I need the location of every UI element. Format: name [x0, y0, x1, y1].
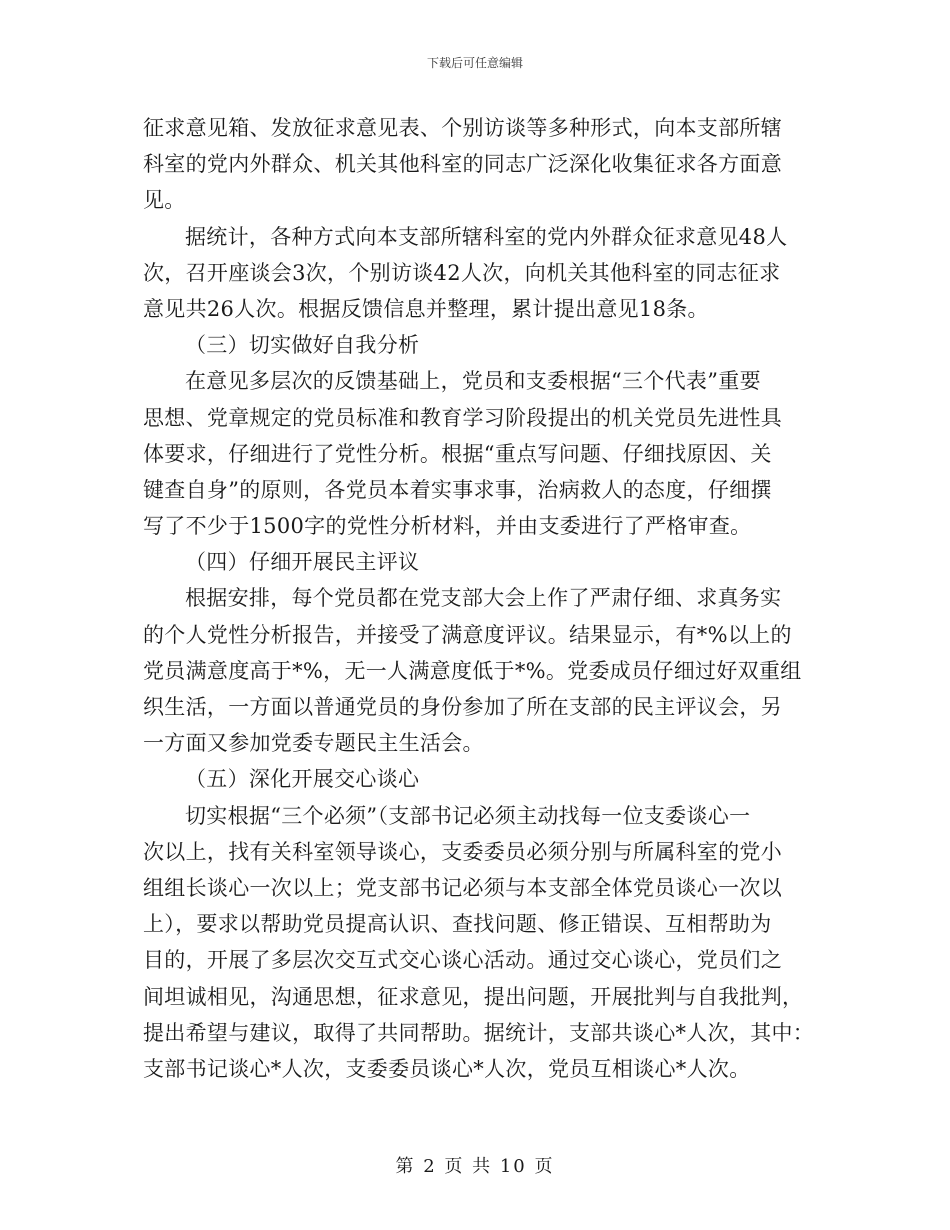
text-line: 次，召开座谈会3次，个别访谈42人次，向机关其他科室的同志征求	[143, 260, 781, 285]
text-line: 键查自身”的原则，各党员本着实事求事，治病救人的态度，仔细撰	[143, 477, 772, 502]
document-body	[143, 110, 813, 1087]
section-heading: （五）深化开展交心谈心	[185, 767, 420, 792]
section-heading: （四）仔细开展民主评议	[185, 550, 420, 575]
section-heading: （三）切实做好自我分析	[185, 333, 420, 358]
text-line: 组组长谈心一次以上；党支部书记必须与本支部全体党员谈心一次以	[143, 875, 782, 900]
paragraph-start-line: 根据安排，每个党员都在党支部大会上作了严肃仔细、求真务实	[185, 586, 782, 611]
text-line: 体要求，仔细进行了党性分析。根据“重点写问题、仔细找原因、关	[143, 441, 772, 466]
paragraph-start-line: 在意见多层次的反馈基础上，党员和支委根据“三个代表”重要	[185, 369, 761, 394]
text-line: 征求意见箱、发放征求意见表、个别访谈等多种形式，向本支部所辖	[143, 116, 782, 140]
text-line: 目的，开展了多层次交互式交心谈心活动。通过交心谈心，党员们之	[143, 948, 782, 973]
text-line: 写了不少于1500字的党性分析材料，并由支委进行了严格审查。	[143, 514, 752, 539]
text-line: 支部书记谈心*人次，支委委员谈心*人次，党员互相谈心*人次。	[143, 1056, 751, 1081]
text-line: 织生活，一方面以普通党员的身份参加了所在支部的民主评议会，另	[143, 695, 782, 719]
text-line: 科室的党内外群众、机关其他科室的同志广泛深化收集征求各方面意	[143, 152, 782, 177]
text-line: 意见共26人次。根据反馈信息并整理，累计提出意见18条。	[143, 296, 709, 321]
text-line: 的个人党性分析报告，并接受了满意度评议。结果显示，有*%以上的	[143, 622, 792, 647]
text-line: 见。	[143, 188, 186, 213]
text-line: 党员满意度高于*%，无一人满意度低于*%。党委成员仔细过好双重组	[143, 658, 802, 683]
text-line: 上），要求以帮助党员提高认识、查找问题、修正错误、互相帮助为	[143, 912, 772, 937]
page-footer: 第 2 页 共 10 页	[395, 1156, 555, 1177]
paragraph-start-line: 切实根据“三个必须”（支部书记必须主动找每一位支委谈心一	[185, 803, 751, 828]
page-header: 下载后可任意编辑	[426, 56, 523, 70]
paragraph-start-line: 据统计，各种方式向本支部所辖科室的党内外群众征求意见48人	[185, 224, 788, 249]
text-line: 一方面又参加党委专题民主生活会。	[143, 731, 484, 756]
text-line: 思想、党章规定的党员标准和教育学习阶段提出的机关党员先进性具	[143, 405, 782, 430]
text-line: 次以上，找有关科室领导谈心，支委委员必须分别与所属科室的党小	[143, 839, 782, 864]
text-line: 间坦诚相见，沟通思想，征求意见，提出问题，开展批判与自我批判，	[143, 984, 804, 1009]
text-line: 提出希望与建议，取得了共同帮助。据统计，支部共谈心*人次，其中：	[143, 1020, 815, 1045]
